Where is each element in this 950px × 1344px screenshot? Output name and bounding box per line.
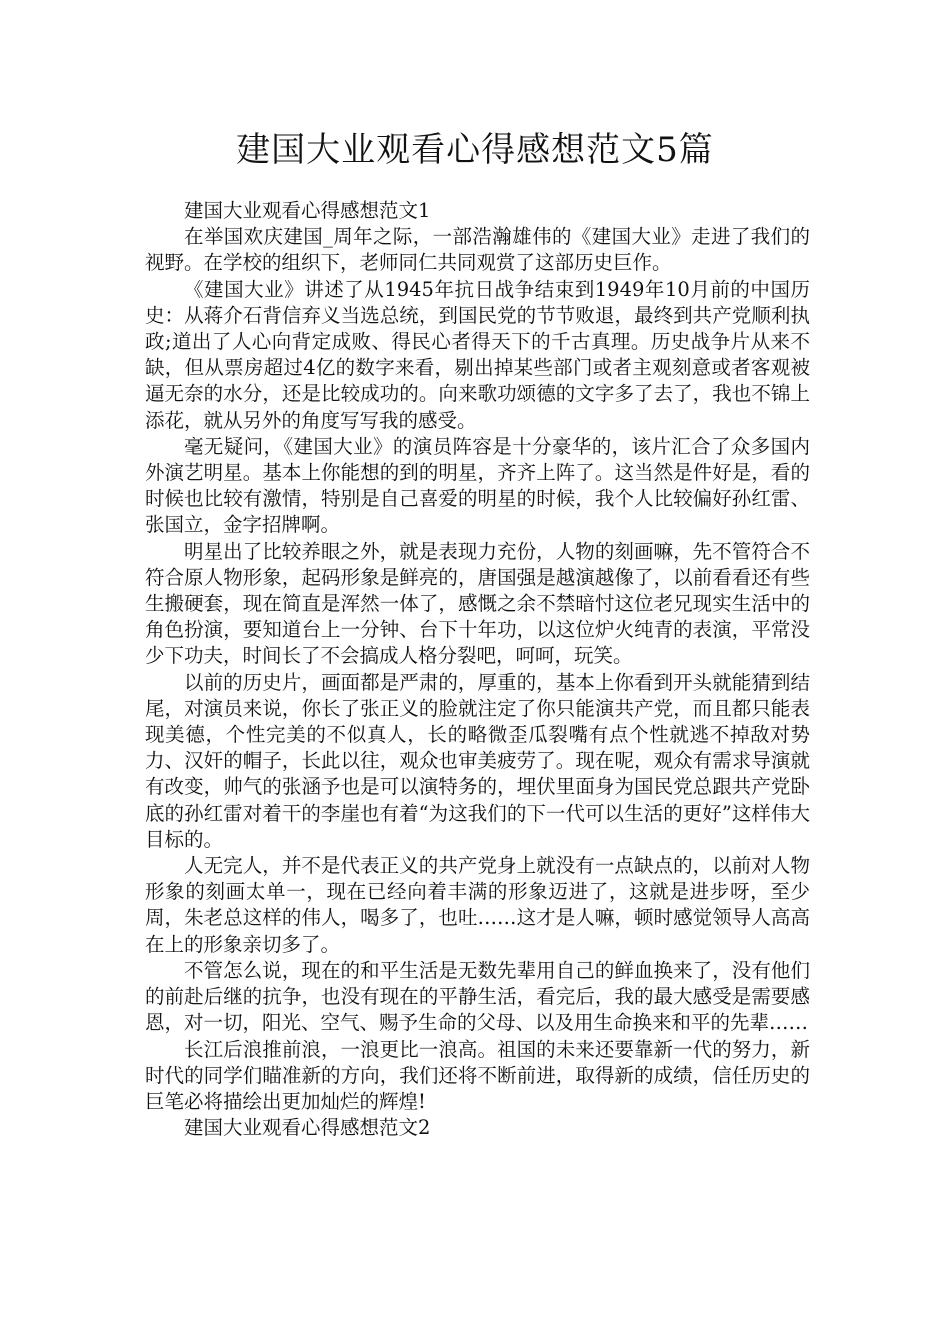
section-heading: 建国大业观看心得感想范文1 bbox=[184, 199, 431, 222]
paragraph: 长江后浪推前浪，一浪更比一浪高。祖国的未来还要靠新一代的努力，新时代的同学们瞄准新的方向，我们还将不断前进，取得新的成绩，信任历史的巨笔必将描绘出更加灿烂的辉煌! bbox=[145, 1037, 810, 1113]
paragraph: 毫无疑问，《建国大业》的演员阵容是十分豪华的，该片汇合了众多国内外演艺明星。基本上你能想的到的明星，齐齐上阵了。这当然是件好是，看的时候也比较有激情，特别是自己喜爱的明星的时候，我个人比较偏好孙红雷、张国立，金字招牌啊。 bbox=[145, 434, 810, 537]
paragraph: 不管怎么说，现在的和平生活是无数先辈用自己的鲜血换来了，没有他们的前赴后继的抗争，也没有现在的平静生活，看完后，我的最大感受是需要感恩，对一切，阳光、空气、赐予生命的父母、以及用生命换来和平的先辈…… bbox=[145, 958, 810, 1035]
paragraph: 明星出了比较养眼之外，就是表现力充份，人物的刻画嘛，先不管符合不符合原人物形象，起码形象是鲜亮的，唐国强是越演越像了，以前看看还有些生搬硬套，现在简直是浑然一体了，感慨之余不禁暗忖这位老兄现实生活中的角色扮演，要知道台上一分钟、台下十年功，以这位炉火纯青的表演，平常没少下功夫，时间长了不会搞成人格分裂吧，呵呵，玩笑。 bbox=[145, 539, 810, 668]
section-heading: 建国大业观看心得感想范文2 bbox=[184, 1116, 431, 1140]
paragraph: 以前的历史片，画面都是严肃的，厚重的，基本上你看到开头就能猜到结尾，对演员来说，你长了张正义的脸就注定了你只能演共产党，而且都只能表现美德，个性完美的不似真人，长的略微歪瓜裂嘴有点个性就逃不掉敌对势力、汉奸的帽子，长此以往，观众也审美疲劳了。现在呢，观众有需求导演就有改变，帅气的张涵予也是可以演特务的，埋伏里面身为国民党总跟共产党卧底的孙红雷对着干的李崖也有着“为这我们的下一代可以生活的更好”这样伟大目标的。 bbox=[145, 670, 810, 851]
paragraph: 《建国大业》讲述了从1945年抗日战争结束到1949年10月前的中国历史：从蒋介石背信弃义当选总统，到国民党的节节败退，最终到共产党顺利执政;道出了人心向背定成败、得民心者得天下的千古真理。历史战争片从来不缺，但从票房超过4亿的数字来看，剔出掉某些部门或者主观刻意或者客观被逼无奈的水分，还是比较成功的。向来歌功颂德的文字多了去了，我也不锦上添花，就从另外的角度写写我的感受。 bbox=[145, 277, 810, 432]
document-title: 建国大业观看心得感想范文5篇 bbox=[236, 130, 714, 170]
paragraph: 在举国欢庆建国_周年之际，一部浩瀚雄伟的《建国大业》走进了我们的视野。在学校的组织下，老师同仁共同观赏了这部历史巨作。 bbox=[145, 225, 810, 275]
document-body bbox=[145, 198, 810, 1141]
paragraph: 人无完人，并不是代表正义的共产党身上就没有一点缺点的，以前对人物形象的刻画太单一，现在已经向着丰满的形象迈进了，这就是进步呀，至少周，朱老总这样的伟人，喝多了，也吐……这才是人嘛，顿时感觉领导人高高在上的形象亲切多了。 bbox=[145, 854, 810, 956]
